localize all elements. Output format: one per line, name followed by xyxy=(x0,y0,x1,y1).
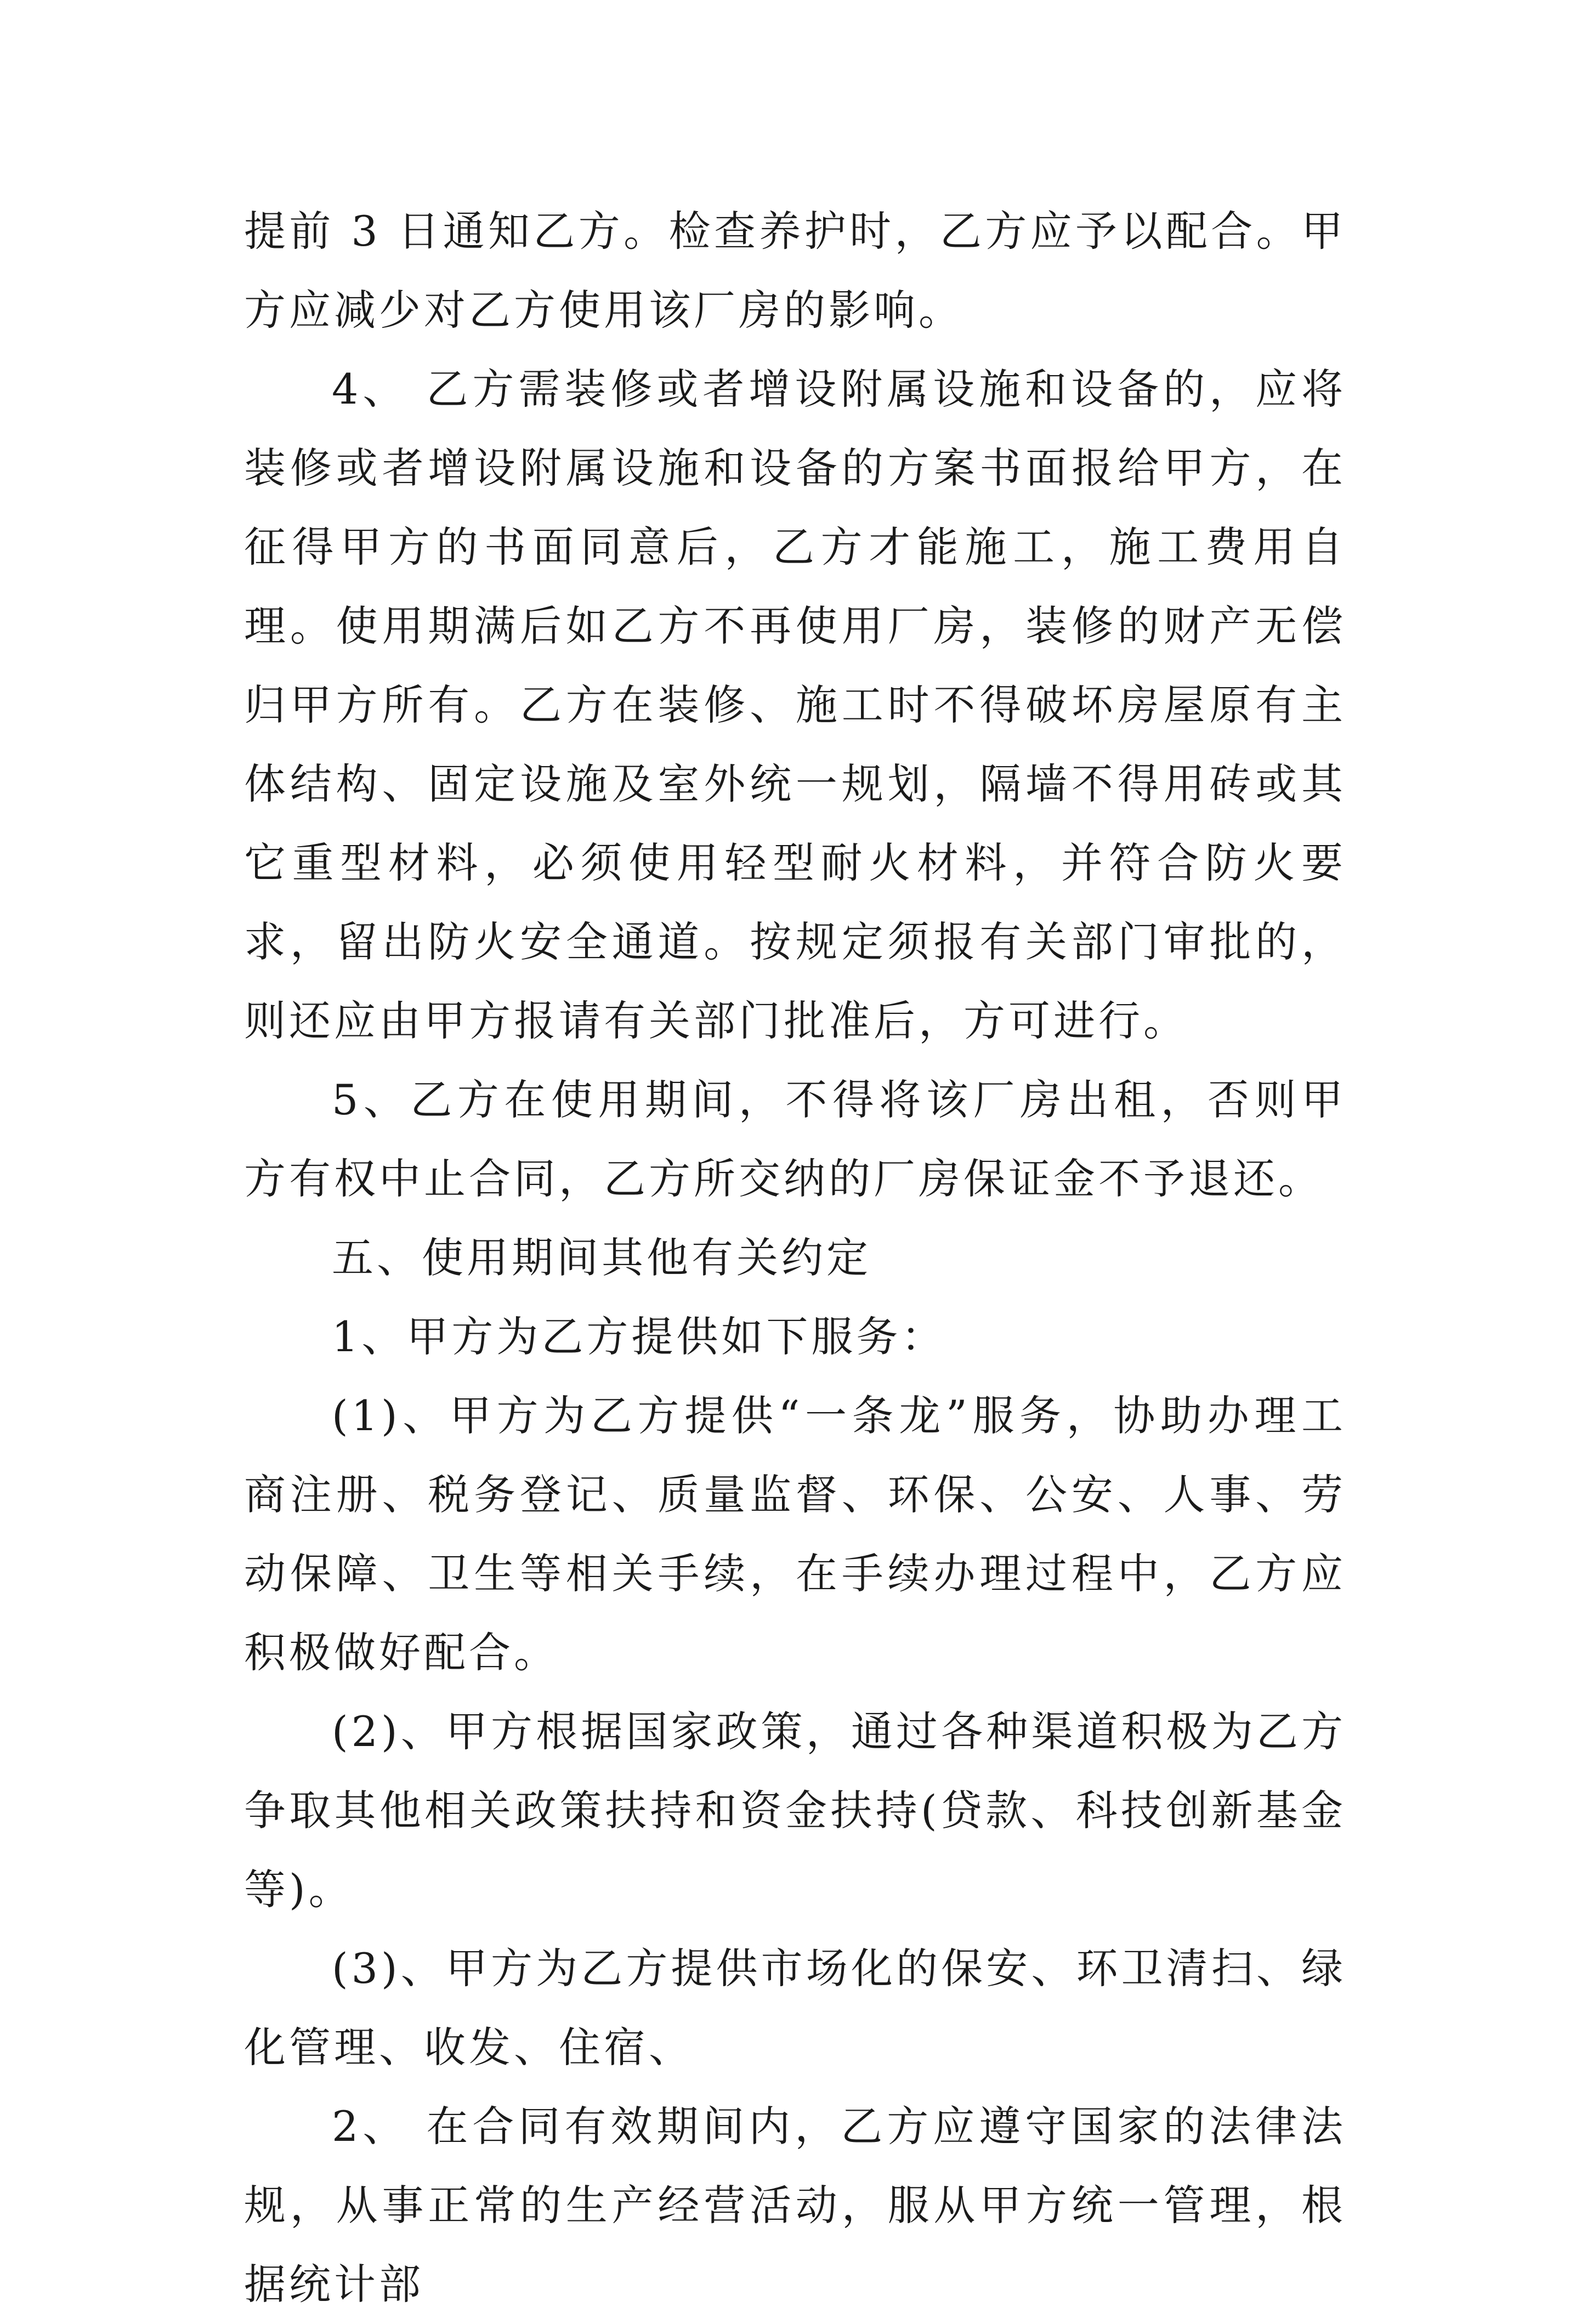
paragraph: 提前 3 日通知乙方。检查养护时，乙方应予以配合。甲方应减少对乙方使用该厂房的影响。 xyxy=(244,207,1346,335)
paragraph-service-3: (3)、甲方为乙方提供市场化的保安、环卫清扫、绿化管理、收发、住宿、 xyxy=(244,1944,1346,2072)
paragraph-clause-5: 5、乙方在使用期间，不得将该厂房出租，否则甲方有权中止合同，乙方所交纳的厂房保证金不予退还。 xyxy=(244,1075,1346,1203)
paragraph-clause-2: 2、 在合同有效期间内，乙方应遵守国家的法律法规，从事正常的生产经营活动，服从甲方统一管理，根据统计部 xyxy=(244,2102,1346,2309)
paragraph-service-1: (1)、甲方为乙方提供“一条龙”服务，协助办理工商注册、税务登记、质量监督、环保、公安、人事、劳动保障、卫生等相关手续，在手续办理过程中，乙方应积极做好配合。 xyxy=(244,1391,1346,1677)
paragraph-service-2: (2)、甲方根据国家政策，通过各种渠道积极为乙方争取其他相关政策扶持和资金扶持(贷款、科技创新基金等)。 xyxy=(244,1707,1346,1914)
paragraph-services-intro: 1、甲方为乙方提供如下服务： xyxy=(332,1312,946,1361)
section-heading-5: 五、使用期间其他有关约定 xyxy=(332,1233,871,1282)
paragraph-clause-4: 4、 乙方需装修或者增设附属设施和设备的，应将装修或者增设附属设施和设备的方案书面报给甲方，在征得甲方的书面同意后，乙方才能施工，施工费用自理。使用期满后如乙方不再使用厂房，装修的财产无偿归甲方所有。乙方在装修、施工时不得破坏房屋原有主体结构、固定设施及室外统一规划，隔墙不得用砖或其它重型材料，必须使用轻型耐火材料，并符合防火要求，留出防火安全通道。按规定须报有关部门审批的，则还应由甲方报请有关部门批准后，方可进行。 xyxy=(244,365,1346,1045)
document-body xyxy=(244,192,1346,2324)
